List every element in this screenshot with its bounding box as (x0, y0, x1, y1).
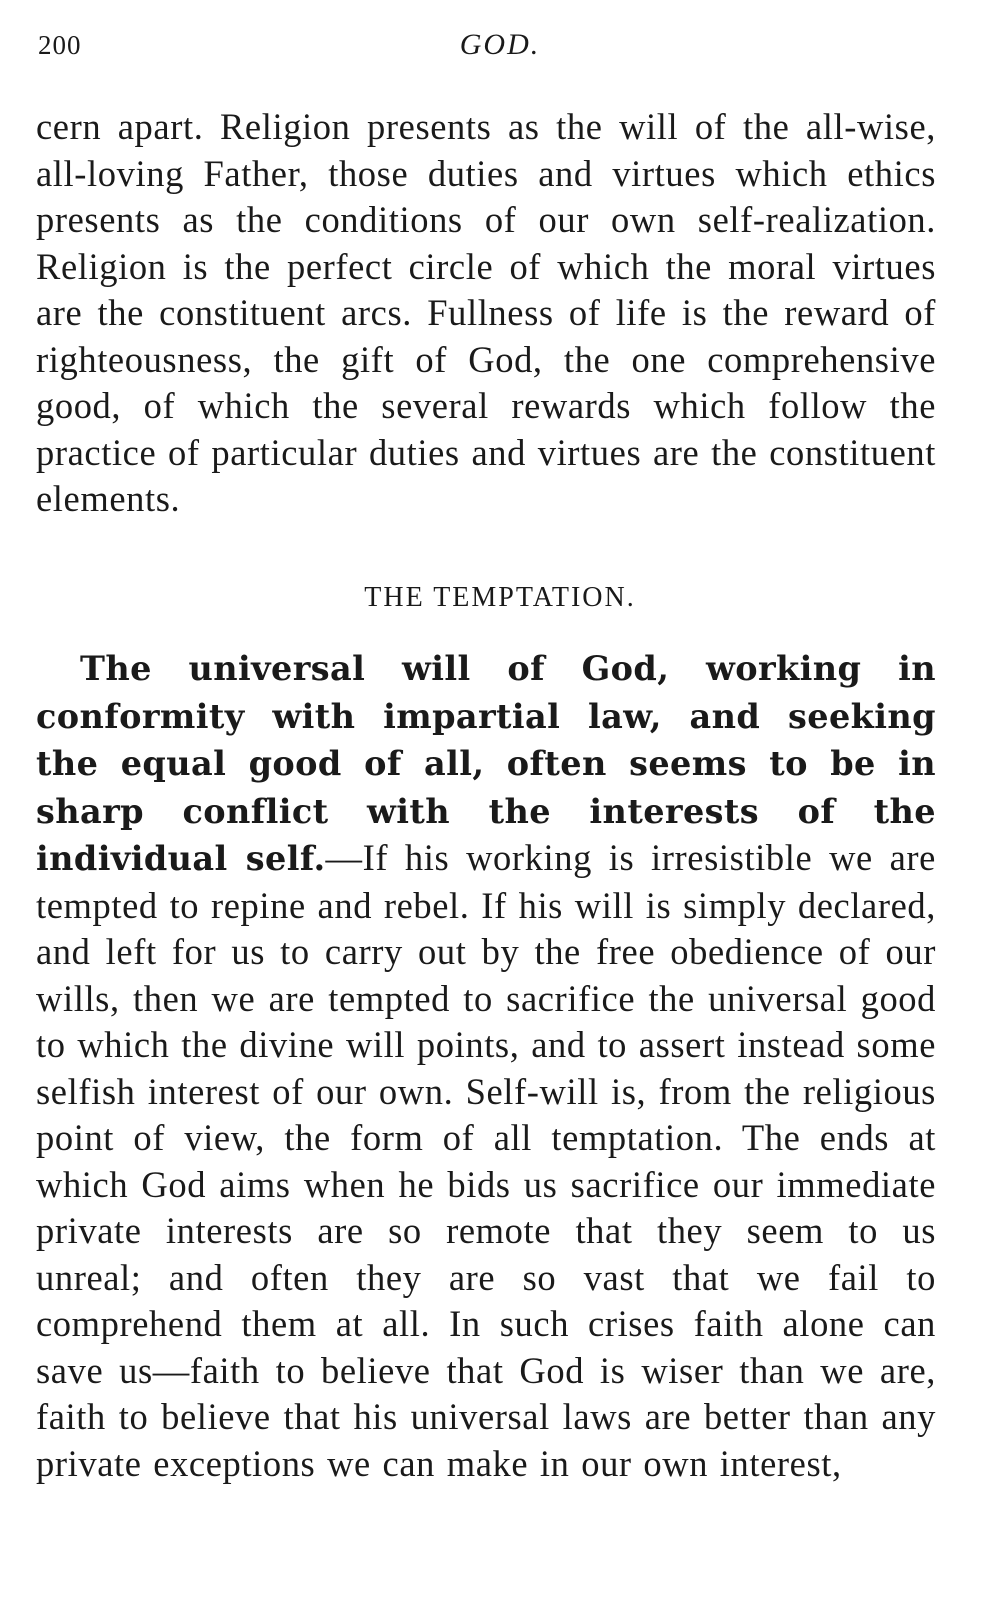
running-title: GOD. (459, 28, 541, 61)
paragraph-continued: cern apart. Religion presents as the will of the all-wise, all-loving Father, those duties and virtues which ethics presents as the conditions of our own self-realization. Religion is the perfect circle of which the moral virtues are the constituent arcs. Fullness of life is the reward of righteousness, the gift of God, the one comprehensive good, of which the several rewards which follow the practice of particular duties and virtues are the constituent elements. (36, 106, 936, 519)
page-number: 200 (38, 30, 82, 60)
paragraph-temptation (36, 645, 936, 1487)
paragraph-lead-bold: The universal will of God, working in conformity with impartial law, and seeking the equal good of all, often seems to be in sharp conflict with the interests of the individual self. (36, 649, 936, 878)
paragraph-body: —If his working is irresistible we are tempted to repine and rebel. If his will is simply declared, and left for us to carry out by the free obedience of our wills, then we are tempted to sacrifice the universal good to which the divine will points, and to assert instead some selfish interest of our own. Self-will is, from the religious point of view, the form of all temptation. The ends at which God aims when he bids us sacrifice our immediate private interests are so remote that they seem to us unreal; and often they are so vast that we fail to comprehend them at all. In such crises faith alone can save us—faith to believe that God is wiser than we are, faith to believe that his universal laws are better than any private exceptions we can make in our own interest, (36, 837, 936, 1484)
section-heading: THE TEMPTATION. (364, 582, 636, 613)
